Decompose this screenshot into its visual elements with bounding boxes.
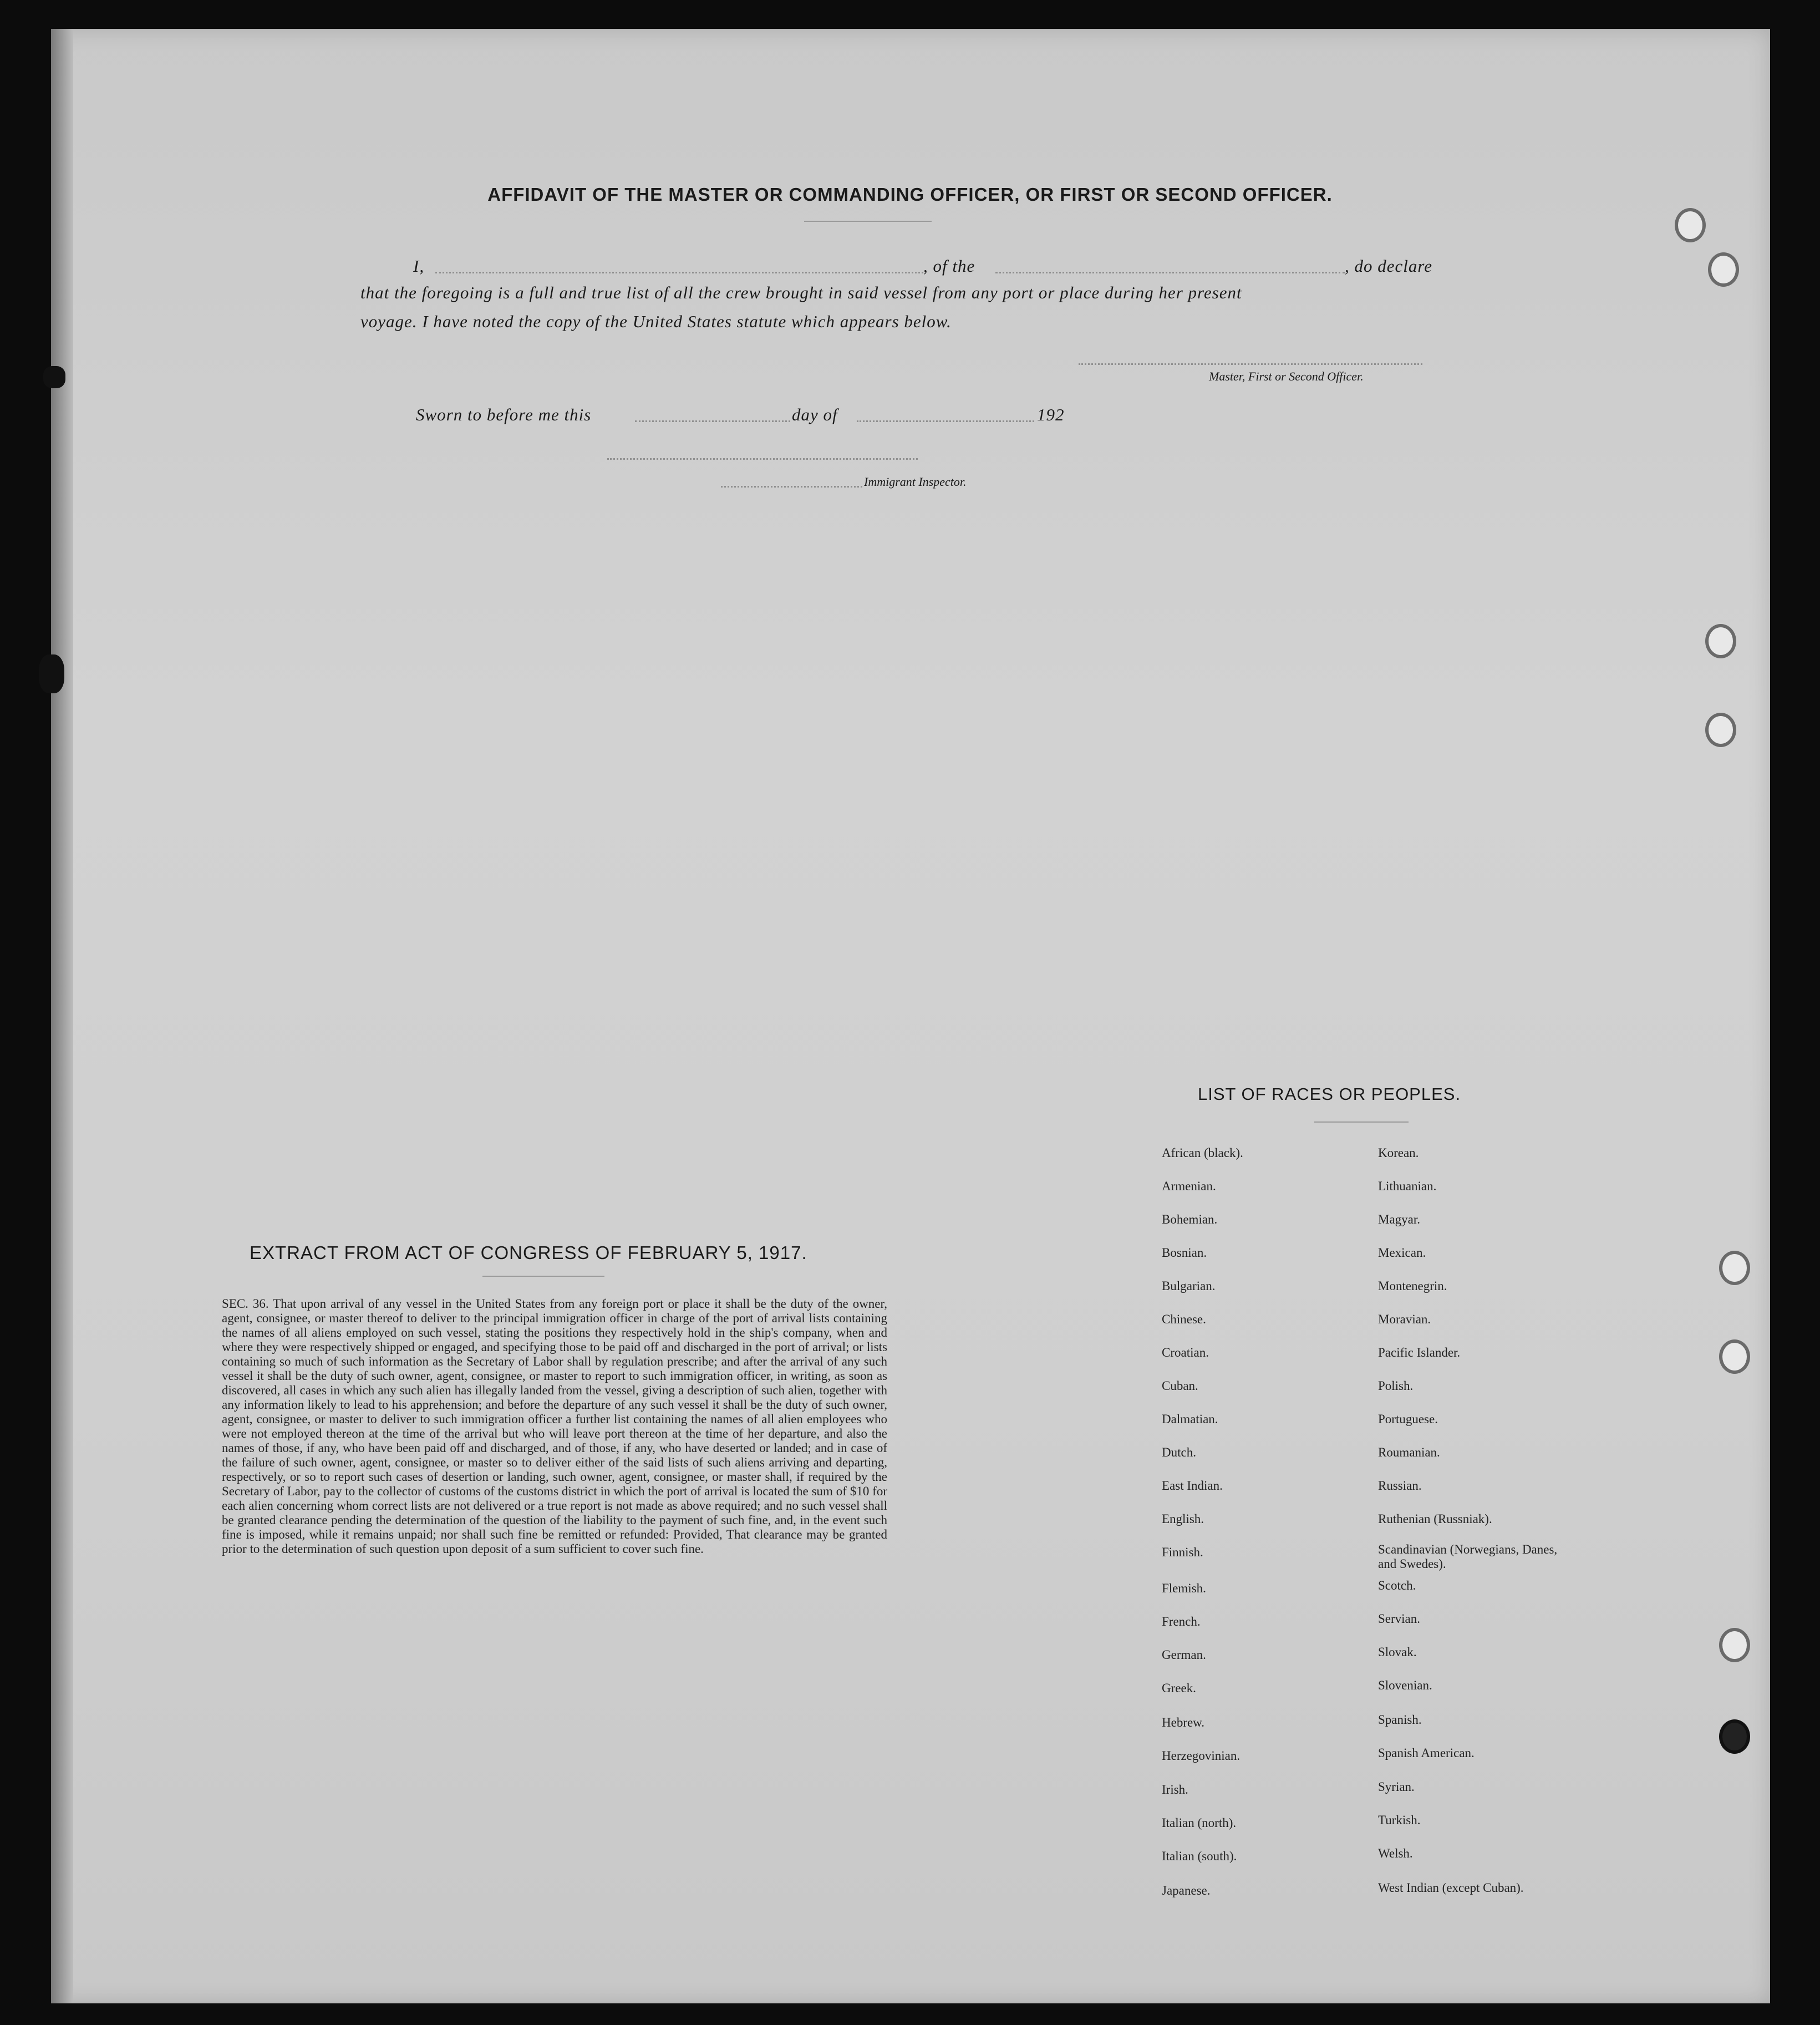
sworn-month-field[interactable] — [857, 420, 1034, 422]
race-item: Scandinavian (Norwegians, Danes, and Swedes). — [1378, 1542, 1558, 1571]
affidavit-title: AFFIDAVIT OF THE MASTER OR COMMANDING OFFICER, OR FIRST OR SECOND OFFICER. — [487, 184, 1333, 205]
master-signature-label: Master, First or Second Officer. — [1209, 369, 1364, 383]
race-item: Croatian. — [1162, 1346, 1209, 1359]
race-item: Armenian. — [1162, 1179, 1216, 1193]
punch-hole — [1719, 1628, 1750, 1662]
race-item: Portuguese. — [1378, 1412, 1438, 1426]
races-title: LIST OF RACES OR PEOPLES. — [1198, 1084, 1461, 1104]
inspector-label: Immigrant Inspector. — [864, 475, 967, 489]
race-item: Scotch. — [1378, 1579, 1416, 1592]
vessel-name-field[interactable] — [995, 272, 1345, 273]
race-item: Montenegrin. — [1378, 1279, 1447, 1293]
race-item: Polish. — [1378, 1379, 1414, 1393]
race-item: Russian. — [1378, 1479, 1422, 1493]
race-item: Greek. — [1162, 1681, 1196, 1695]
race-item: West Indian (except Cuban). — [1378, 1881, 1524, 1895]
race-item: Herzegovinian. — [1162, 1749, 1241, 1763]
declaration-i-label: I, — [413, 256, 425, 276]
inspector-signature-field-top[interactable] — [607, 458, 918, 460]
race-item: French. — [1162, 1615, 1201, 1628]
race-item: Roumanian. — [1378, 1445, 1440, 1459]
race-item: Welsh. — [1378, 1846, 1413, 1860]
race-item: German. — [1162, 1648, 1206, 1662]
page-left-edge — [51, 29, 73, 2003]
punch-hole — [1719, 1251, 1750, 1285]
extract-title-underline — [482, 1276, 604, 1277]
race-item: Turkish. — [1378, 1813, 1421, 1827]
race-item: Italian (north). — [1162, 1816, 1237, 1830]
race-item: Chinese. — [1162, 1312, 1206, 1326]
declaration-line-2: that the foregoing is a full and true list of all the crew brought in said vessel from any port or place during her present — [360, 283, 1242, 302]
race-item: Bohemian. — [1162, 1212, 1218, 1226]
race-item: East Indian. — [1162, 1479, 1223, 1493]
race-item: Flemish. — [1162, 1581, 1206, 1595]
race-item: Ruthenian (Russniak). — [1378, 1512, 1492, 1526]
race-item: Syrian. — [1378, 1780, 1415, 1794]
race-item: Servian. — [1378, 1612, 1421, 1626]
punch-hole — [1719, 1719, 1750, 1754]
race-item: Bulgarian. — [1162, 1279, 1216, 1293]
race-item: Spanish. — [1378, 1713, 1422, 1727]
edge-burn-mark — [39, 654, 64, 693]
race-item: Slovak. — [1378, 1645, 1417, 1659]
officer-name-field[interactable] — [435, 272, 923, 273]
race-item: Finnish. — [1162, 1545, 1203, 1559]
race-item: Bosnian. — [1162, 1246, 1207, 1260]
punch-hole — [1705, 713, 1736, 747]
race-item: English. — [1162, 1512, 1204, 1526]
punch-hole — [1708, 252, 1739, 287]
punch-hole — [1705, 624, 1736, 658]
race-item: Cuban. — [1162, 1379, 1198, 1393]
master-signature-field[interactable] — [1079, 363, 1422, 365]
declaration-line-3: voyage. I have noted the copy of the United States statute which appears below. — [360, 312, 952, 331]
inspector-signature-field[interactable] — [721, 486, 862, 488]
race-item: Korean. — [1378, 1146, 1419, 1160]
race-item: Dalmatian. — [1162, 1412, 1218, 1426]
punch-hole — [1675, 208, 1706, 242]
sworn-year-label: 192 — [1037, 405, 1065, 424]
extract-body: SEC. 36. That upon arrival of any vessel in the United States from any foreign port or place it shall be the duty of the owner, agent, consignee, or master thereof to deliver to the principal immigration officer in charge of the port of arrival lists containing the names of all aliens employed on such vessel, stating the positions they respectively hold in the ship's company, when and where they were respectively shipped or engaged, and specifying those to be paid off and discharged in the port of arrival; or lists containing so much of such information as the Secretary of Labor shall by regulation prescribe; and after the arrival of any such vessel it shall be the duty of such owner, agent, consignee, or master to report to such immigration officer, in writing, as soon as discovered, all cases in which any such alien has illegally landed from the vessel, giving a description of such alien, together with any information likely to lead to his apprehension; and before the departure of any such vessel it shall be the duty of such owner, agent, consignee, or master to deliver to such immigration officer a further list containing the names of all alien employees who were not employed thereon at the time of the arrival but who will leave port thereon at the time of her departure, and also the names of those, if any, who have been paid off and discharged, and of those, if any, who have deserted or landed; and in case of the failure of such owner, agent, consignee, or master so to deliver either of the said lists of such aliens arriving and departing, respectively, or so to report such cases of desertion or landing, such owner, agent, consignee, or master shall, if required by the Secretary of Labor, pay to the collector of customs of the customs district in which the port of arrival is located the sum of $10 for each alien concerning whom correct lists are not delivered or a true report is not made as above required; and no such vessel shall be granted clearance pending the determination of the question of the liability to the payment of such fine, and, in the event such fine is imposed, while it remains unpaid; nor shall such fine be remitted or refunded: Provided, That clearance may be granted prior to the determination of such question upon deposit of a sum sufficient to cover such fine. — [222, 1297, 887, 1556]
punch-hole — [1719, 1339, 1750, 1374]
declaration-of-the-label: , of the — [923, 256, 975, 276]
race-item: Mexican. — [1378, 1246, 1426, 1260]
declaration-do-declare-label: , do declare — [1345, 256, 1433, 276]
sworn-day-field[interactable] — [635, 420, 790, 422]
race-item: Moravian. — [1378, 1312, 1431, 1326]
extract-title: EXTRACT FROM ACT OF CONGRESS OF FEBRUARY 5, 1917. — [250, 1242, 807, 1263]
race-item: Dutch. — [1162, 1445, 1196, 1459]
sworn-prefix: Sworn to before me this — [416, 405, 592, 424]
race-item: Irish. — [1162, 1783, 1188, 1796]
race-item: Lithuanian. — [1378, 1179, 1437, 1193]
race-item: Italian (south). — [1162, 1849, 1237, 1863]
edge-burn-mark — [43, 366, 65, 388]
race-item: African (black). — [1162, 1146, 1243, 1160]
race-item: Magyar. — [1378, 1212, 1421, 1226]
sworn-day-of-label: day of — [792, 405, 838, 424]
races-title-underline — [1314, 1121, 1409, 1123]
title-underline — [804, 221, 932, 222]
race-item: Pacific Islander. — [1378, 1346, 1461, 1359]
race-item: Hebrew. — [1162, 1716, 1205, 1729]
race-item: Spanish American. — [1378, 1746, 1475, 1760]
race-item: Slovenian. — [1378, 1678, 1432, 1692]
race-item: Japanese. — [1162, 1884, 1211, 1897]
